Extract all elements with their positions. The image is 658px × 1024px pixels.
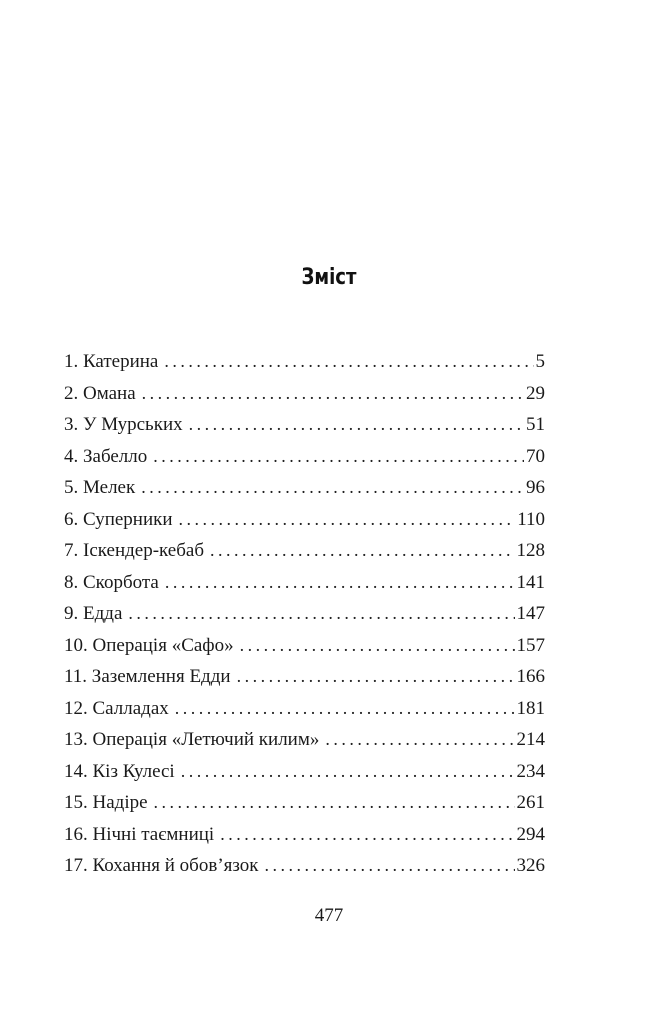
toc-entry bbox=[64, 819, 545, 851]
toc-entry-title: 17. Кохання й обов’язок bbox=[64, 855, 259, 876]
toc-entry bbox=[64, 598, 545, 630]
toc-entry bbox=[64, 787, 545, 819]
toc-entry-page: 70 bbox=[526, 445, 545, 467]
toc-entry-page: 214 bbox=[516, 729, 545, 750]
toc-entry-title: 10. Операція «Сафо» bbox=[64, 634, 234, 656]
toc-entry bbox=[64, 409, 545, 441]
toc-entry-title: 11. Заземлення Едди bbox=[64, 666, 231, 687]
toc-list bbox=[64, 346, 545, 882]
page-number: 477 bbox=[314, 905, 344, 926]
toc-entry-title: 13. Операція «Летючий килим» bbox=[64, 729, 320, 750]
toc-entry-title: 2. Омана bbox=[64, 382, 136, 404]
toc-entry-title: 1. Катерина bbox=[64, 351, 159, 372]
toc-entry-title: 7. Іскендер-кебаб bbox=[64, 540, 205, 561]
toc-entry-page: 141 bbox=[516, 571, 545, 593]
toc-entry-page: 51 bbox=[526, 414, 545, 435]
toc-entry-page: 261 bbox=[516, 792, 545, 813]
toc-entry bbox=[64, 346, 545, 378]
dot-leader bbox=[181, 756, 515, 788]
toc-entry-title: 5. Мелек bbox=[64, 477, 136, 498]
toc-entry bbox=[64, 504, 545, 536]
dot-leader bbox=[265, 850, 515, 882]
toc-entry-page: 234 bbox=[516, 760, 545, 782]
toc-entry-page: 96 bbox=[526, 477, 545, 498]
toc-entry-title: 8. Скорбота bbox=[64, 571, 159, 593]
toc-entry-title: 12. Салладах bbox=[64, 697, 169, 719]
toc-entry bbox=[64, 850, 545, 882]
dot-leader bbox=[153, 441, 524, 473]
dot-leader bbox=[240, 630, 515, 662]
toc-entry-page: 147 bbox=[516, 603, 545, 624]
toc-entry bbox=[64, 567, 545, 599]
dot-leader bbox=[179, 504, 516, 536]
dot-leader bbox=[325, 724, 514, 756]
toc-entry-page: 166 bbox=[516, 666, 545, 687]
dot-leader bbox=[142, 378, 524, 410]
dot-leader bbox=[164, 346, 533, 378]
toc-entry bbox=[64, 693, 545, 725]
toc-entry-page: 157 bbox=[516, 634, 545, 656]
toc-entry-page: 326 bbox=[516, 855, 545, 876]
toc-entry-page: 5 bbox=[535, 351, 545, 372]
toc-entry bbox=[64, 472, 545, 504]
toc-entry bbox=[64, 661, 545, 693]
dot-leader bbox=[210, 535, 514, 567]
toc-entry-title: 3. У Мурських bbox=[64, 414, 183, 435]
toc-entry-title: 6. Суперники bbox=[64, 508, 173, 530]
toc-entry-page: 294 bbox=[516, 823, 545, 845]
toc-entry bbox=[64, 535, 545, 567]
toc-entry bbox=[64, 441, 545, 473]
toc-entry bbox=[64, 724, 545, 756]
dot-leader bbox=[128, 598, 514, 630]
toc-entry-title: 16. Нічні таємниці bbox=[64, 823, 215, 845]
dot-leader bbox=[141, 472, 524, 504]
dot-leader bbox=[220, 819, 514, 851]
toc-entry-page: 110 bbox=[517, 508, 545, 530]
toc-entry-page: 29 bbox=[526, 382, 545, 404]
dot-leader bbox=[189, 409, 524, 441]
dot-leader bbox=[175, 693, 515, 725]
toc-entry-page: 181 bbox=[516, 697, 545, 719]
toc-entry bbox=[64, 378, 545, 410]
toc-heading: Зміст bbox=[301, 265, 357, 290]
toc-entry-title: 9. Едда bbox=[64, 603, 123, 624]
toc-entry bbox=[64, 630, 545, 662]
toc-entry bbox=[64, 756, 545, 788]
dot-leader bbox=[154, 787, 515, 819]
toc-entry-title: 14. Кіз Кулесі bbox=[64, 760, 175, 782]
dot-leader bbox=[165, 567, 515, 599]
toc-entry-page: 128 bbox=[516, 540, 545, 561]
toc-entry-title: 4. Забелло bbox=[64, 445, 148, 467]
toc-entry-title: 15. Надіре bbox=[64, 792, 148, 813]
dot-leader bbox=[237, 661, 515, 693]
